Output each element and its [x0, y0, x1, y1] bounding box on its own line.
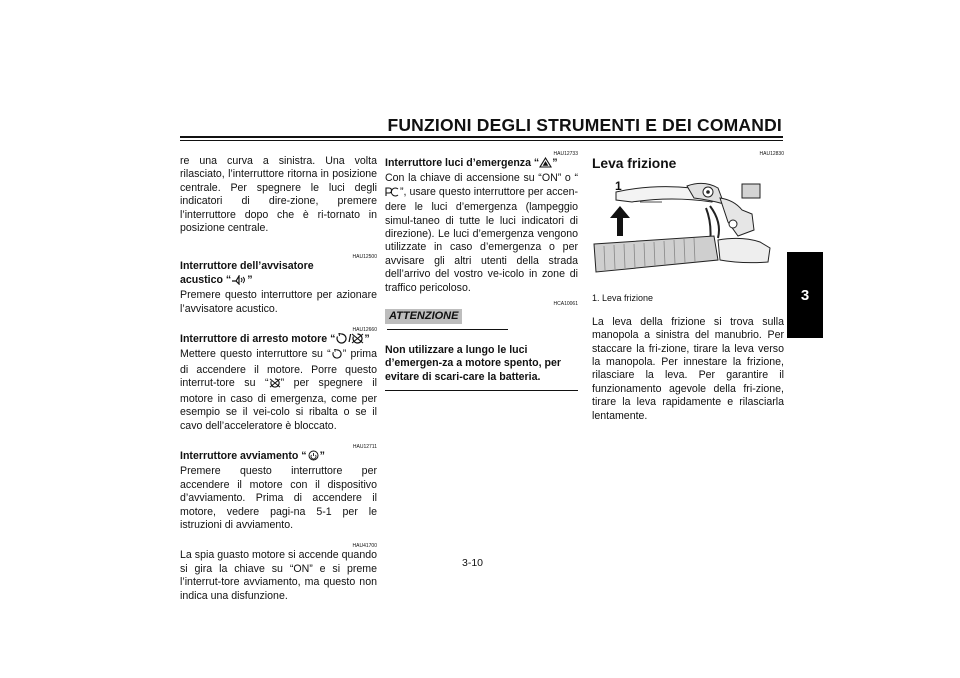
page-number: 3-10 [462, 557, 484, 569]
paragraph-intro: re una curva a sinistra. Una volta rilasciato, l’interruttore ritorna in posizione centrale. Per spegnere le luci degli indicatori di dire-zione, premere l’interruttore dopo che è ri-tornato in posizione centrale. [180, 155, 377, 235]
note-body: La spia guasto motore si accende quando si gira la chiave su “ON” e si preme l’interrut-tore avviamento, ma questo non indica una disfunzione. [180, 549, 377, 602]
header-rule-thin [180, 140, 783, 141]
column-middle [385, 151, 578, 391]
engine-stop-icon [351, 333, 364, 348]
engine-stop-icon [269, 378, 281, 392]
stop-heading-post: ” [364, 333, 370, 346]
section-code: HCA10061 [553, 301, 578, 308]
clutch-body: La leva della frizione si trova sulla manopola a sinistra del manubrio. Per staccare la fri-zione, tirare la leva verso la manopola. Per innestare la frizione, rilasciare la leva. Per garantire il funzionamento agevole della fri-zione, tirare la leva rapidamente e rilasciarla lentamente. [592, 315, 784, 422]
section-code: HAU12830 [759, 151, 784, 157]
start-heading [180, 450, 377, 465]
section-code: HAU41700 [352, 543, 377, 550]
horn-body: Premere questo interruttore per azionare l’avvisatore acustico. [180, 289, 377, 315]
chapter-tab: 3 [787, 252, 823, 338]
hazard-icon [539, 157, 552, 172]
clutch-figure [592, 178, 774, 288]
engine-run-icon [335, 333, 348, 348]
parking-icon [385, 187, 400, 201]
column-right [592, 151, 784, 423]
start-body: Premere questo interruttore per accendere il motore con il dispositivo d’avviamento. Prima di accendere il motore, vedere pagi-na 5-1 per le istruzioni di avviamento. [180, 465, 377, 531]
horn-heading-pre: acustico “ [180, 273, 232, 286]
hazard-body-b: ”, usare questo interruttore per accen-dere le luci d’emergenza (lampeggio simul-taneo di tutte le luci indicatori di direzione). Le luci d’emergenza vengono utilizzate in caso d’emergenza o per avvisare gli altri utenti della strada dell’arrivo del vostro ve-icolo in zone di traffico pericoloso. [385, 185, 578, 294]
column-left [180, 155, 377, 603]
figure-caption: 1. Leva frizione [592, 293, 654, 304]
stop-body-b: ” prima di accendere il motore. Porre questo interrut-tore su “ [180, 348, 377, 390]
caution-badge: ATTENZIONE [385, 309, 462, 324]
stop-body-a: Mettere questo interruttore su “ [180, 348, 331, 361]
page-header-title: FUNZIONI DEGLI STRUMENTI E DEI COMANDI [387, 115, 782, 135]
horn-heading-post: ” [247, 273, 253, 286]
hazard-body [385, 172, 578, 295]
stop-body-c: ” per spegnere il motore in caso di emergenza, come per esempio se il vei-colo si ribalta o se il cavo dell’acceleratore è bloccato. [180, 377, 377, 432]
stop-heading-pre: Interruttore di arresto motore “ [180, 333, 336, 346]
caution-end-rule [385, 390, 578, 391]
hazard-body-a: Con la chiave di accensione su “ON” o “ [385, 172, 578, 185]
caution-label-row [385, 307, 578, 338]
clutch-heading: Leva frizione [592, 156, 677, 171]
section-code: HAU12500 [352, 254, 377, 261]
caution-line [387, 329, 508, 330]
arrow-down-icon [610, 206, 630, 236]
section-code: HAU12660 [352, 327, 377, 334]
start-heading-pre: Interruttore avviamento “ [180, 449, 307, 462]
horn-heading [180, 260, 377, 289]
figure-callout: 1 [615, 179, 622, 194]
clutch-illustration [592, 178, 774, 288]
section-code: HAU12711 [352, 443, 377, 450]
engine-run-icon [331, 349, 343, 363]
stop-body [180, 348, 377, 432]
hazard-heading-post: ” [552, 157, 558, 169]
hazard-heading [385, 157, 578, 172]
horn-icon [231, 275, 247, 289]
caution-text: Non utilizzare a lungo le luci d’emergen-za a motore spento, per evitare di scari-care la batteria. [385, 343, 562, 383]
stop-heading [180, 333, 377, 348]
hazard-heading-pre: Interruttore luci d’emergenza “ [385, 157, 540, 169]
stop-heading-sep: / [348, 333, 352, 346]
start-heading-post: ” [319, 449, 325, 462]
header-rule [180, 136, 783, 138]
horn-heading-line1: Interruttore dell’avvisatore [180, 260, 314, 273]
section-code: HAU12733 [553, 151, 578, 157]
starter-icon [307, 450, 320, 465]
